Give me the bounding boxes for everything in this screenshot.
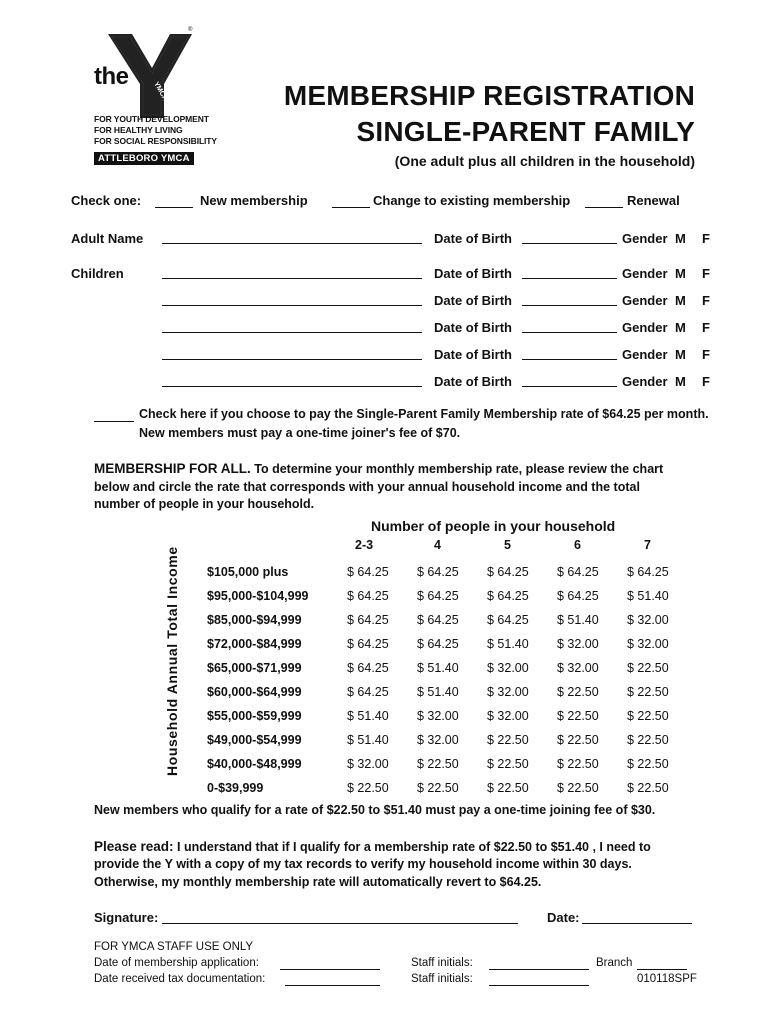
income-bracket: $60,000-$64,999 xyxy=(207,685,302,699)
child-gender-f[interactable]: F xyxy=(702,266,710,281)
col-header: 6 xyxy=(574,538,581,552)
income-bracket: $40,000-$48,999 xyxy=(207,757,302,771)
child-gender-f[interactable]: F xyxy=(702,374,710,389)
membership-for-all-line-2: below and circle the rate that corresponds with your annual household income and the total xyxy=(94,480,640,494)
rate-cell[interactable]: $ 51.40 xyxy=(417,661,459,675)
child-dob-label: Date of Birth xyxy=(434,266,512,281)
title-line-1: MEMBERSHIP REGISTRATION xyxy=(283,80,695,111)
child-gender-f[interactable]: F xyxy=(702,320,710,335)
income-bracket: $95,000-$104,999 xyxy=(207,589,309,603)
rate-cell[interactable]: $ 22.50 xyxy=(627,709,669,723)
adult-name-label: Adult Name xyxy=(71,231,144,246)
child-dob-field[interactable] xyxy=(522,321,617,333)
child-dob-label: Date of Birth xyxy=(434,374,512,389)
rate-cell[interactable]: $ 64.25 xyxy=(347,589,389,603)
child-name-field[interactable] xyxy=(162,375,422,387)
rate-cell[interactable]: $ 22.50 xyxy=(557,733,599,747)
rate-cell[interactable]: $ 51.40 xyxy=(627,589,669,603)
rate-cell[interactable]: $ 22.50 xyxy=(627,757,669,771)
rate-cell[interactable]: $ 22.50 xyxy=(417,781,459,795)
child-gender-label: Gender xyxy=(622,374,668,389)
logo-ymca-text: YMCA xyxy=(152,80,169,103)
child-gender-label: Gender xyxy=(622,347,668,362)
membership-for-all-line-3: number of people in your household. xyxy=(94,497,315,511)
staff-tax-date-field[interactable] xyxy=(285,974,380,986)
rate-cell[interactable]: $ 32.00 xyxy=(417,733,459,747)
renewal-checkbox[interactable] xyxy=(585,196,623,208)
child-dob-label: Date of Birth xyxy=(434,293,512,308)
rate-cell[interactable]: $ 64.25 xyxy=(347,565,389,579)
rate-cell[interactable]: $ 32.00 xyxy=(627,613,669,627)
child-gender-m[interactable]: M xyxy=(675,293,686,308)
rate-cell[interactable]: $ 64.25 xyxy=(347,685,389,699)
child-gender-f[interactable]: F xyxy=(702,347,710,362)
rate-cell[interactable]: $ 22.50 xyxy=(557,757,599,771)
child-name-field[interactable] xyxy=(162,294,422,306)
registered-mark: ® xyxy=(188,27,193,33)
income-bracket: $49,000-$54,999 xyxy=(207,733,302,747)
child-gender-m[interactable]: M xyxy=(675,266,686,281)
adult-gender-m[interactable]: M xyxy=(675,231,686,246)
staff-initials-field-2[interactable] xyxy=(489,974,589,986)
rate-cell[interactable]: $ 32.00 xyxy=(557,637,599,651)
rate-row xyxy=(207,632,697,656)
rate-row xyxy=(207,560,697,584)
rate-cell[interactable]: $ 22.50 xyxy=(487,757,529,771)
rate-row xyxy=(207,704,697,728)
rate-cell[interactable]: $ 51.40 xyxy=(487,637,529,651)
child-gender-label: Gender xyxy=(622,320,668,335)
col-header: 2-3 xyxy=(355,538,374,552)
rate-cell[interactable]: $ 51.40 xyxy=(557,613,599,627)
rate-cell[interactable]: $ 64.25 xyxy=(417,589,459,603)
rate-cell[interactable]: $ 22.50 xyxy=(557,709,599,723)
staff-app-date-label: Date of membership application: xyxy=(94,957,259,969)
child-dob-field[interactable] xyxy=(522,348,617,360)
rate-cell[interactable]: $ 32.00 xyxy=(557,661,599,675)
signature-field[interactable] xyxy=(162,912,518,924)
logo-tagline xyxy=(94,114,217,147)
rate-cell[interactable]: $ 64.25 xyxy=(347,661,389,675)
signature-label: Signature: xyxy=(94,910,159,925)
income-bracket: $85,000-$94,999 xyxy=(207,613,302,627)
chart-row-axis-label: Household Annual Total Income xyxy=(164,546,180,776)
membership-for-all-text: To determine your monthly membership rate, please review the chart xyxy=(254,462,664,476)
child-gender-label: Gender xyxy=(622,266,668,281)
rate-cell[interactable]: $ 64.25 xyxy=(417,613,459,627)
children-label: Children xyxy=(71,266,124,281)
title-line-2: SINGLE-PARENT FAMILY xyxy=(356,116,695,147)
child-dob-label: Date of Birth xyxy=(434,320,512,335)
date-label: Date: xyxy=(547,910,580,925)
change-membership-checkbox[interactable] xyxy=(332,196,370,208)
form-code: 010118SPF xyxy=(637,973,697,985)
rate-cell[interactable]: $ 51.40 xyxy=(347,709,389,723)
adult-dob-field[interactable] xyxy=(522,232,617,244)
staff-tax-date-label: Date received tax documentation: xyxy=(94,973,266,985)
adult-dob-label: Date of Birth xyxy=(434,231,512,246)
rate-cell[interactable]: $ 64.25 xyxy=(487,565,529,579)
staff-initials-field-1[interactable] xyxy=(489,958,589,970)
rate-cell[interactable]: $ 22.50 xyxy=(417,757,459,771)
child-dob-field[interactable] xyxy=(522,267,617,279)
rate-row xyxy=(207,752,697,776)
child-dob-label: Date of Birth xyxy=(434,347,512,362)
rate-cell[interactable]: $ 64.25 xyxy=(417,637,459,651)
rate-cell[interactable]: $ 51.40 xyxy=(417,685,459,699)
rate-cell[interactable]: $ 64.25 xyxy=(347,637,389,651)
chart-title: Number of people in your household xyxy=(371,518,616,534)
income-bracket: 0-$39,999 xyxy=(207,781,264,795)
child-name-field[interactable] xyxy=(162,348,422,360)
rate-cell[interactable]: $ 22.50 xyxy=(347,781,389,795)
new-members-note: New members who qualify for a rate of $22.50 to $51.40 must pay a one-time joining fee of $30. xyxy=(94,803,656,817)
child-gender-label: Gender xyxy=(622,293,668,308)
membership-for-all-line-1 xyxy=(94,461,663,476)
income-bracket: $105,000 plus xyxy=(207,565,289,579)
single-parent-note-2: New members must pay a one-time joiner's fee of $70. xyxy=(139,426,461,440)
child-dob-field[interactable] xyxy=(522,375,617,387)
change-membership-label: Change to existing membership xyxy=(373,193,571,208)
rate-table xyxy=(207,560,697,800)
subtitle: (One adult plus all children in the household) xyxy=(394,153,695,169)
rate-row xyxy=(207,728,697,752)
membership-for-all-heading: MEMBERSHIP FOR ALL. xyxy=(94,461,251,476)
tagline-line: FOR SOCIAL RESPONSIBILITY xyxy=(94,136,217,146)
child-name-field[interactable] xyxy=(162,267,422,279)
income-bracket: $65,000-$71,999 xyxy=(207,661,302,675)
rate-cell[interactable]: $ 51.40 xyxy=(347,733,389,747)
rate-row xyxy=(207,776,697,800)
child-gender-m[interactable]: M xyxy=(675,374,686,389)
single-parent-note-1: Check here if you choose to pay the Single-Parent Family Membership rate of $64.25 per month. xyxy=(139,407,709,421)
rate-cell[interactable]: $ 64.25 xyxy=(557,565,599,579)
tagline-line: FOR YOUTH DEVELOPMENT xyxy=(94,114,209,124)
rate-cell[interactable]: $ 32.00 xyxy=(417,709,459,723)
staff-initials-label-2: Staff initials: xyxy=(411,973,473,985)
col-header: 7 xyxy=(644,538,651,552)
rate-cell[interactable]: $ 22.50 xyxy=(627,661,669,675)
please-read-line-2: provide the Y with a copy of my tax records to verify my household income within 30 days. xyxy=(94,857,632,871)
rate-cell[interactable]: $ 22.50 xyxy=(627,781,669,795)
please-read-text: I understand that if I qualify for a membership rate of $22.50 to $51.40 , I need to xyxy=(177,840,651,854)
rate-cell[interactable]: $ 32.00 xyxy=(627,637,669,651)
check-one-label: Check one: xyxy=(71,193,142,208)
income-bracket: $72,000-$84,999 xyxy=(207,637,302,651)
please-read-heading: Please read: xyxy=(94,839,174,854)
tagline-line: FOR HEALTHY LIVING xyxy=(94,125,183,135)
income-bracket: $55,000-$59,999 xyxy=(207,709,302,723)
single-parent-checkbox[interactable] xyxy=(94,410,134,422)
staff-branch-label: Branch xyxy=(596,957,633,969)
child-name-field[interactable] xyxy=(162,321,422,333)
please-read-line-1 xyxy=(94,839,651,854)
col-header: 4 xyxy=(434,538,441,552)
rate-cell[interactable]: $ 64.25 xyxy=(347,613,389,627)
staff-heading: FOR YMCA STAFF USE ONLY xyxy=(94,941,254,953)
rate-row xyxy=(207,584,697,608)
rate-cell[interactable]: $ 22.50 xyxy=(487,781,529,795)
rate-cell[interactable]: $ 64.25 xyxy=(487,589,529,603)
rate-cell[interactable]: $ 22.50 xyxy=(557,781,599,795)
adult-name-field[interactable] xyxy=(162,232,422,244)
rate-cell[interactable]: $ 22.50 xyxy=(627,685,669,699)
rate-cell[interactable]: $ 32.00 xyxy=(487,661,529,675)
adult-gender-f[interactable]: F xyxy=(702,231,710,246)
logo-the: the xyxy=(94,63,129,90)
adult-gender-label: Gender xyxy=(622,231,668,246)
rate-cell[interactable]: $ 64.25 xyxy=(627,565,669,579)
rate-row xyxy=(207,656,697,680)
rate-cell[interactable]: $ 32.00 xyxy=(487,709,529,723)
rate-cell[interactable]: $ 64.25 xyxy=(487,613,529,627)
staff-branch-field[interactable] xyxy=(637,958,687,970)
staff-initials-label-1: Staff initials: xyxy=(411,957,473,969)
rate-cell[interactable]: $ 22.50 xyxy=(557,685,599,699)
rate-cell[interactable]: $ 32.00 xyxy=(347,757,389,771)
child-gender-f[interactable]: F xyxy=(702,293,710,308)
rate-cell[interactable]: $ 64.25 xyxy=(557,589,599,603)
child-gender-m[interactable]: M xyxy=(675,320,686,335)
staff-app-date-field[interactable] xyxy=(280,958,380,970)
renewal-label: Renewal xyxy=(627,193,680,208)
rate-row xyxy=(207,608,697,632)
child-gender-m[interactable]: M xyxy=(675,347,686,362)
new-membership-label: New membership xyxy=(200,193,308,208)
date-field[interactable] xyxy=(582,912,692,924)
new-membership-checkbox[interactable] xyxy=(155,196,193,208)
rate-row xyxy=(207,680,697,704)
rate-cell[interactable]: $ 22.50 xyxy=(627,733,669,747)
branch-badge: ATTLEBORO YMCA xyxy=(94,152,194,165)
please-read-line-3: Otherwise, my monthly membership rate will automatically revert to $64.25. xyxy=(94,875,542,889)
col-header: 5 xyxy=(504,538,511,552)
child-dob-field[interactable] xyxy=(522,294,617,306)
rate-cell[interactable]: $ 22.50 xyxy=(487,733,529,747)
rate-cell[interactable]: $ 32.00 xyxy=(487,685,529,699)
rate-cell[interactable]: $ 64.25 xyxy=(417,565,459,579)
